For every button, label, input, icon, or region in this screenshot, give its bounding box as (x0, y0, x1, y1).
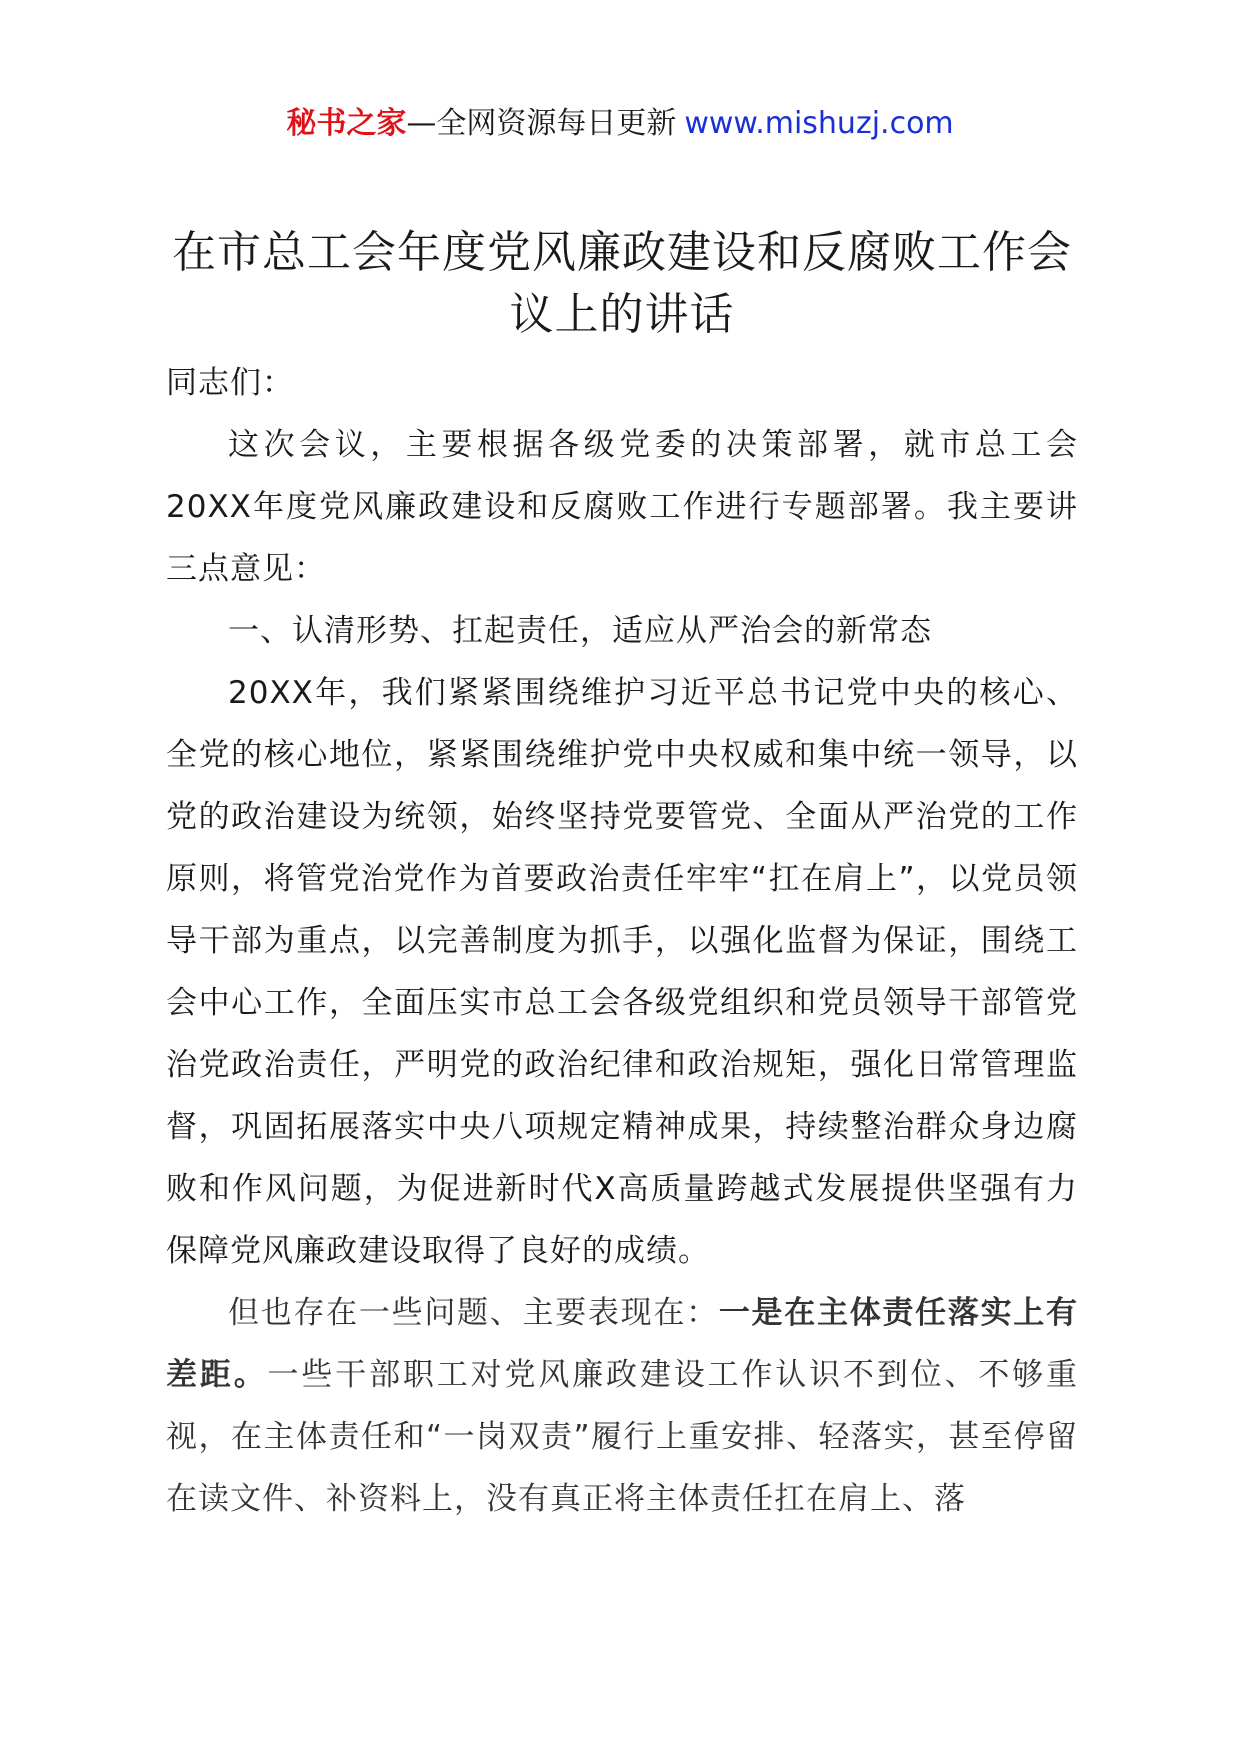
site-url-link[interactable]: www.mishuzj.com (684, 106, 954, 141)
header-tagline: —全网资源每日更新 (406, 106, 677, 141)
document-title (166, 222, 1078, 346)
title-line-1: 在市总工会年度党风廉政建设和反腐败工作会 (172, 227, 1072, 278)
section-1-heading: 一、认清形势、扛起责任，适应从严治会的新常态 (228, 613, 932, 649)
intro-paragraph: 这次会议，主要根据各级党委的决策部署，就市总工会20XX年度党风廉政建设和反腐败工作进行专题部署。我主要讲三点意见： (166, 427, 1078, 587)
paragraph-2-lead: 但也存在一些问题、主要表现在： (228, 1295, 719, 1331)
section-1-paragraph-2 (166, 1282, 1078, 1530)
brand-name: 秘书之家 (286, 106, 407, 141)
title-line-2: 议上的讲话 (509, 289, 735, 340)
salutation: 同志们： (166, 365, 294, 401)
section-1-paragraph-1: 20XX年，我们紧紧围绕维护习近平总书记党中央的核心、全党的核心地位，紧紧围绕维护党中央权威和集中统一领导，以党的政治建设为统领，始终坚持党要管党、全面从严治党的工作原则，将管党治党作为首要政治责任牢牢“扛在肩上”，以党员领导干部为重点，以完善制度为抓手，以强化监督为保证，围绕工会中心工作，全面压实市总工会各级党组织和党员领导干部管党治党政治责任，严明党的政治纪律和政治规矩，强化日常管理监督，巩固拓展落实中央八项规定精神成果，持续整治群众身边腐败和作风问题，为促进新时代X高质量跨越式发展提供坚强有力保障党风廉政建设取得了良好的成绩。 (166, 675, 1078, 1269)
site-header (0, 104, 1240, 144)
paragraph-2-bold-point: 一是在主体责任落实上有差距。 (166, 1295, 1079, 1393)
paragraph-2-rest: 一些干部职工对党风廉政建设工作认识不到位、不够重视，在主体责任和“一岗双责”履行上重安排、轻落实，甚至停留在读文件、补资料上，没有真正将主体责任扛在肩上、落 (166, 1357, 1079, 1517)
document-body (166, 222, 1078, 1530)
